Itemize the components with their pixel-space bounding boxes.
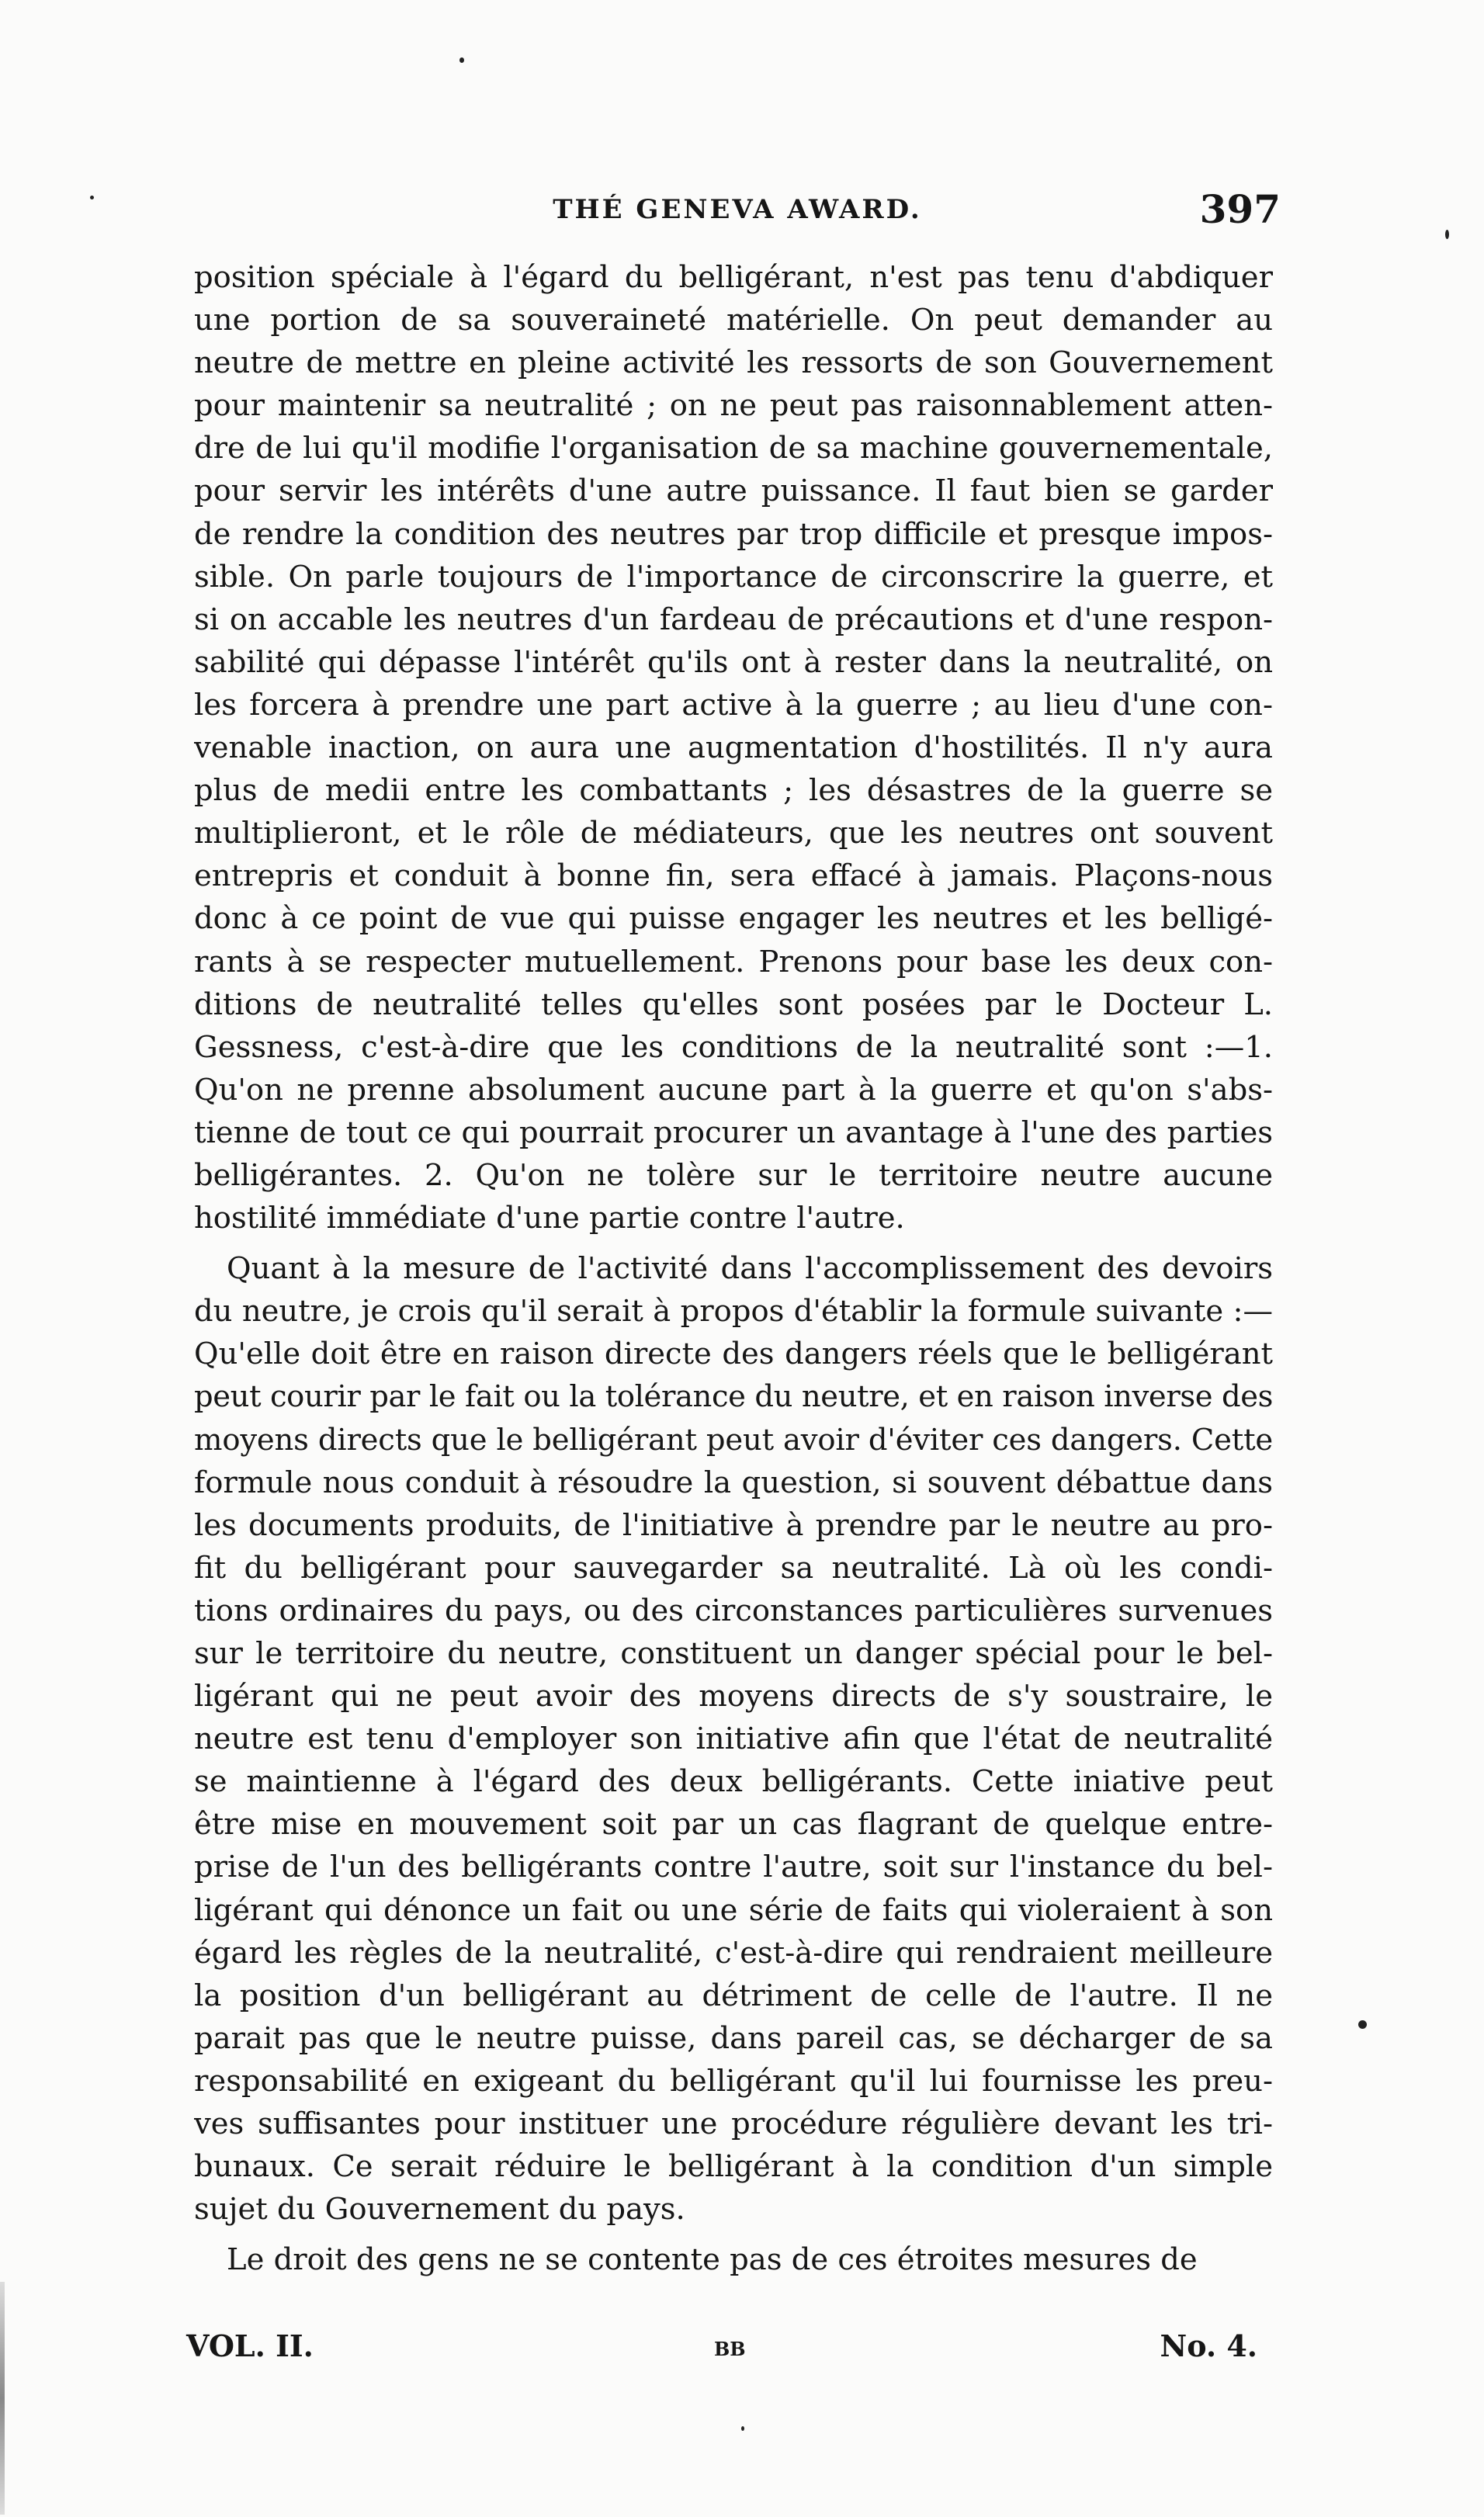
text-line: sible. On parle toujours de l'importance de circonscrire la guerre, et (194, 559, 1273, 595)
text-line: les forcera à prendre une part active à la guerre ; au lieu d'une con- (194, 687, 1273, 723)
scan-edge-shadow (0, 2282, 5, 2515)
text-line: bunaux. Ce serait réduire le belligérant à la condition d'un simple (194, 2149, 1273, 2185)
body-text (194, 256, 1273, 2281)
signature-mark: BB (714, 2338, 746, 2360)
text-line: une portion de sa souveraineté matérielle. On peut demander au (194, 303, 1273, 338)
text-line: responsabilité en exigeant du belligérant qu'il lui fournisse les preu- (194, 2063, 1273, 2099)
scan-speck (1445, 230, 1449, 239)
text-line: sur le territoire du neutre, constituent un danger spécial pour le bel- (194, 1636, 1273, 1671)
paragraph (194, 256, 1273, 1239)
text-line: sabilité qui dépasse l'intérêt qu'ils ont à rester dans la neutralité, on (194, 644, 1273, 680)
text-line: entrepris et conduit à bonne fin, sera effacé à jamais. Plaçons-nous (194, 858, 1273, 894)
text-line: ligérant qui dénonce un fait ou une série de faits qui violeraient à son (194, 1892, 1273, 1928)
issue-number: No. 4. (1160, 2328, 1257, 2363)
text-line: pour servir les intérêts d'une autre puissance. Il faut bien se garder (194, 473, 1273, 509)
text-line: Qu'on ne prenne absolument aucune part à la guerre et qu'on s'abs- (194, 1072, 1273, 1108)
scan-speck (459, 57, 464, 63)
text-line: Gessness, c'est-à-dire que les conditions de la neutralité sont :—1. (194, 1029, 1273, 1065)
text-line: Qu'elle doit être en raison directe des dangers réels que le belligérant (194, 1337, 1273, 1372)
text-line: Le droit des gens ne se contente pas de ces étroites mesures de (227, 2242, 1198, 2278)
text-line: peut courir par le fait ou la tolérance du neutre, et en raison inverse des (194, 1379, 1273, 1415)
text-line: sujet du Gouvernement du pays. (194, 2192, 685, 2228)
paragraph-gap (194, 2231, 1273, 2238)
text-line: moyens directs que le belligérant peut avoir d'éviter ces dangers. Cette (194, 1422, 1273, 1458)
volume-label: VOL. II. (186, 2328, 314, 2363)
text-line: plus de medii entre les combattants ; les désastres de la guerre se (194, 773, 1273, 809)
text-line: être mise en mouvement soit par un cas flagrant de quelque entre- (194, 1807, 1273, 1843)
page-footer (186, 2328, 1257, 2375)
text-line: la position d'un belligérant au détriment de celle de l'autre. Il ne (194, 1978, 1273, 2013)
text-line: belligérantes. 2. Qu'on ne tolère sur le territoire neutre aucune (194, 1157, 1273, 1193)
text-line: position spéciale à l'égard du belligérant, n'est pas tenu d'abdiquer (194, 260, 1273, 295)
text-line: multiplieront, et le rôle de médiateurs, que les neutres ont souvent (194, 816, 1273, 851)
text-line: ves suffisantes pour instituer une procédure régulière devant les tri- (194, 2106, 1273, 2142)
text-line: hostilité immédiate d'une partie contre l'autre. (194, 1201, 905, 1236)
text-line: neutre de mettre en pleine activité les ressorts de son Gouvernement (194, 345, 1273, 381)
text-line: pour maintenir sa neutralité ; on ne peut pas raisonnablement atten- (194, 388, 1273, 424)
text-line: de rendre la condition des neutres par trop difficile et presque impos- (194, 516, 1273, 552)
text-line: tions ordinaires du pays, ou des circonstances particulières survenues (194, 1593, 1273, 1628)
scan-speck (90, 196, 94, 199)
text-line: si on accable les neutres d'un fardeau de précautions et d'une respon- (194, 602, 1273, 637)
text-line: rants à se respecter mutuellement. Prenons pour base les deux con- (194, 944, 1273, 979)
scan-speck (1358, 2020, 1367, 2029)
paragraph (194, 2238, 1273, 2281)
text-line: dre de lui qu'il modifie l'organisation de sa machine gouvernementale, (194, 431, 1273, 466)
text-line: ditions de neutralité telles qu'elles sont posées par le Docteur L. (194, 986, 1273, 1022)
text-line: parait pas que le neutre puisse, dans pareil cas, se décharger de sa (194, 2020, 1273, 2056)
running-title: THÉ GENEVA AWARD. (553, 194, 922, 225)
text-line: fit du belligérant pour sauvegarder sa neutralité. Là où les condi- (194, 1550, 1273, 1586)
text-line: venable inaction, on aura une augmentation d'hostilités. Il n'y aura (194, 730, 1273, 766)
text-line: les documents produits, de l'initiative à prendre par le neutre au pro- (194, 1507, 1273, 1543)
text-line: Quant à la mesure de l'activité dans l'accomplissement des devoirs (227, 1251, 1273, 1287)
running-head (194, 186, 1281, 248)
paragraph (194, 1247, 1273, 2231)
page-number: 397 (1199, 186, 1281, 232)
text-line: égard les règles de la neutralité, c'est-à-dire qui rendraient meilleure (194, 1935, 1273, 1971)
scan-speck (741, 2426, 744, 2431)
text-line: du neutre, je crois qu'il serait à propos d'établir la formule suivante :— (194, 1294, 1273, 1330)
text-line: tienne de tout ce qui pourrait procurer un avantage à l'une des parties (194, 1115, 1273, 1150)
text-line: neutre est tenu d'employer son initiative afin que l'état de neutralité (194, 1721, 1273, 1757)
paragraph-gap (194, 1239, 1273, 1247)
text-line: se maintienne à l'égard des deux belligérants. Cette iniative peut (194, 1764, 1273, 1800)
text-line: donc à ce point de vue qui puisse engager les neutres et les belligé- (194, 901, 1273, 937)
text-line: formule nous conduit à résoudre la question, si souvent débattue dans (194, 1465, 1273, 1500)
text-line: prise de l'un des belligérants contre l'autre, soit sur l'instance du bel- (194, 1850, 1273, 1885)
text-line: ligérant qui ne peut avoir des moyens directs de s'y soustraire, le (194, 1679, 1273, 1714)
